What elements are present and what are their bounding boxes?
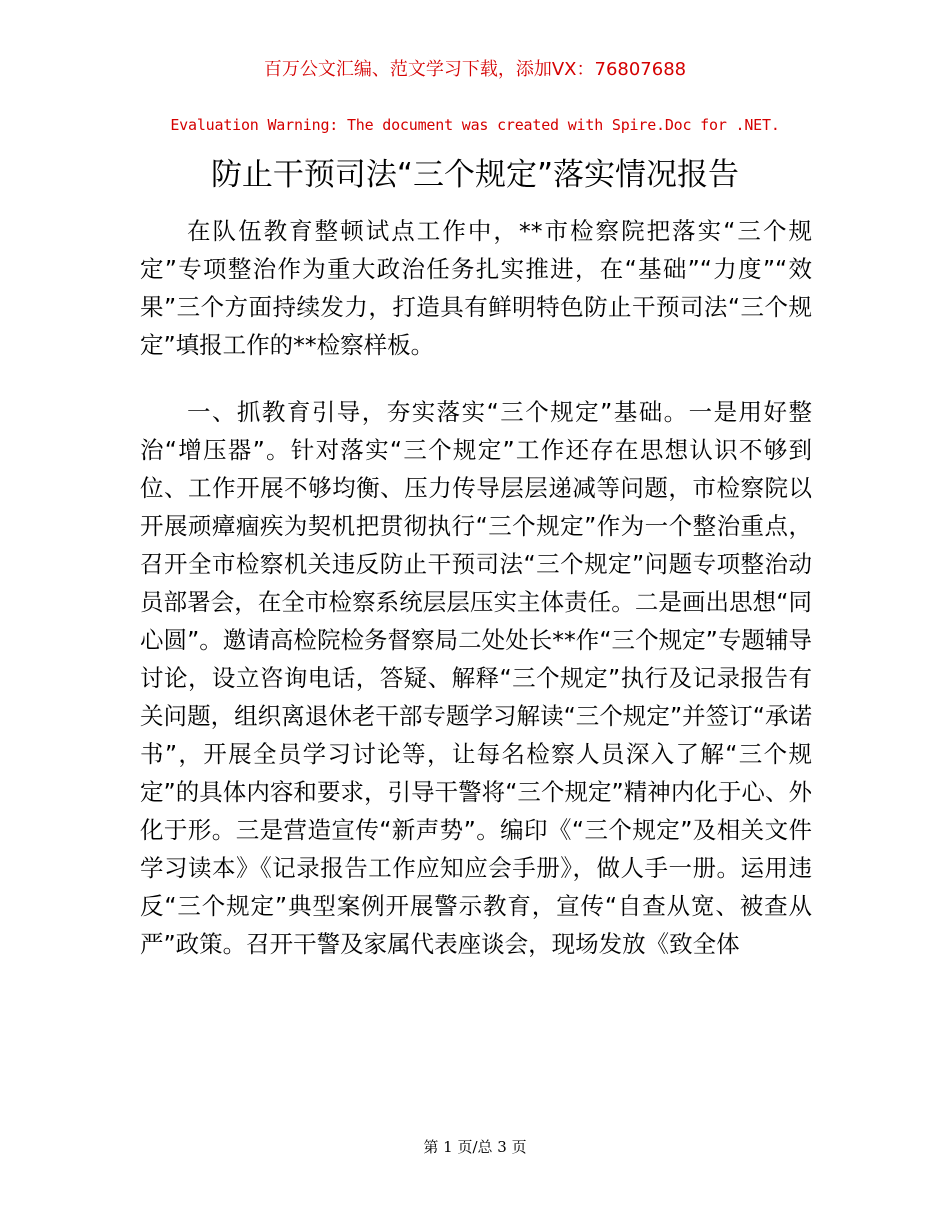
document-title: 防止干预司法“三个规定”落实情况报告 [210, 157, 740, 193]
body-paragraph-section-1: 一、抓教育引导，夯实落实“三个规定”基础。一是用好整治“增压器”。针对落实“三个规定”工作还存在思想认识不够到位、工作开展不够均衡、压力传导层层递减等问题，市检察院以开展顽瘴痼疾为契机把贯彻执行“三个规定”作为一个整治重点，召开全市检察机关违反防止干预司法“三个规定”问题专项整治动员部署会，在全市检察系统层层压实主体责任。二是画出思想“同心圆”。邀请高检院检务督察局二处处长**作“三个规定”专题辅导讨论，设立咨询电话，答疑、解释“三个规定”执行及记录报告有关问题，组织离退休老干部专题学习解读“三个规定”并签订“承诺书”，开展全员学习讨论等，让每名检察人员深入了解“三个规定”的具体内容和要求，引导干警将“三个规定”精神内化于心、外化于形。三是营造宣传“新声势”。编印《“三个规定”及相关文件学习读本》《记录报告工作应知应会手册》，做人手一册。运用违反“三个规定”典型案例开展警示教育，宣传“自查从宽、被查从严”政策。召开干警及家属代表座谈会，现场发放《致全体 [140, 398, 812, 958]
evaluation-warning: Evaluation Warning: The document was created with Spire.Doc for .NET. [170, 116, 780, 134]
header-ad-banner: 百万公文汇编、范文学习下载，添加VX：76807688 [263, 59, 687, 80]
page-number-footer: 第 1 页/总 3 页 [423, 1138, 527, 1156]
body-paragraph-intro: 在队伍教育整顿试点工作中，**市检察院把落实“三个规定”专项整治作为重大政治任务扎实推进，在“基础”“力度”“效果”三个方面持续发力，打造具有鲜明特色防止干预司法“三个规定”填报工作的**检察样板。 [140, 217, 812, 359]
